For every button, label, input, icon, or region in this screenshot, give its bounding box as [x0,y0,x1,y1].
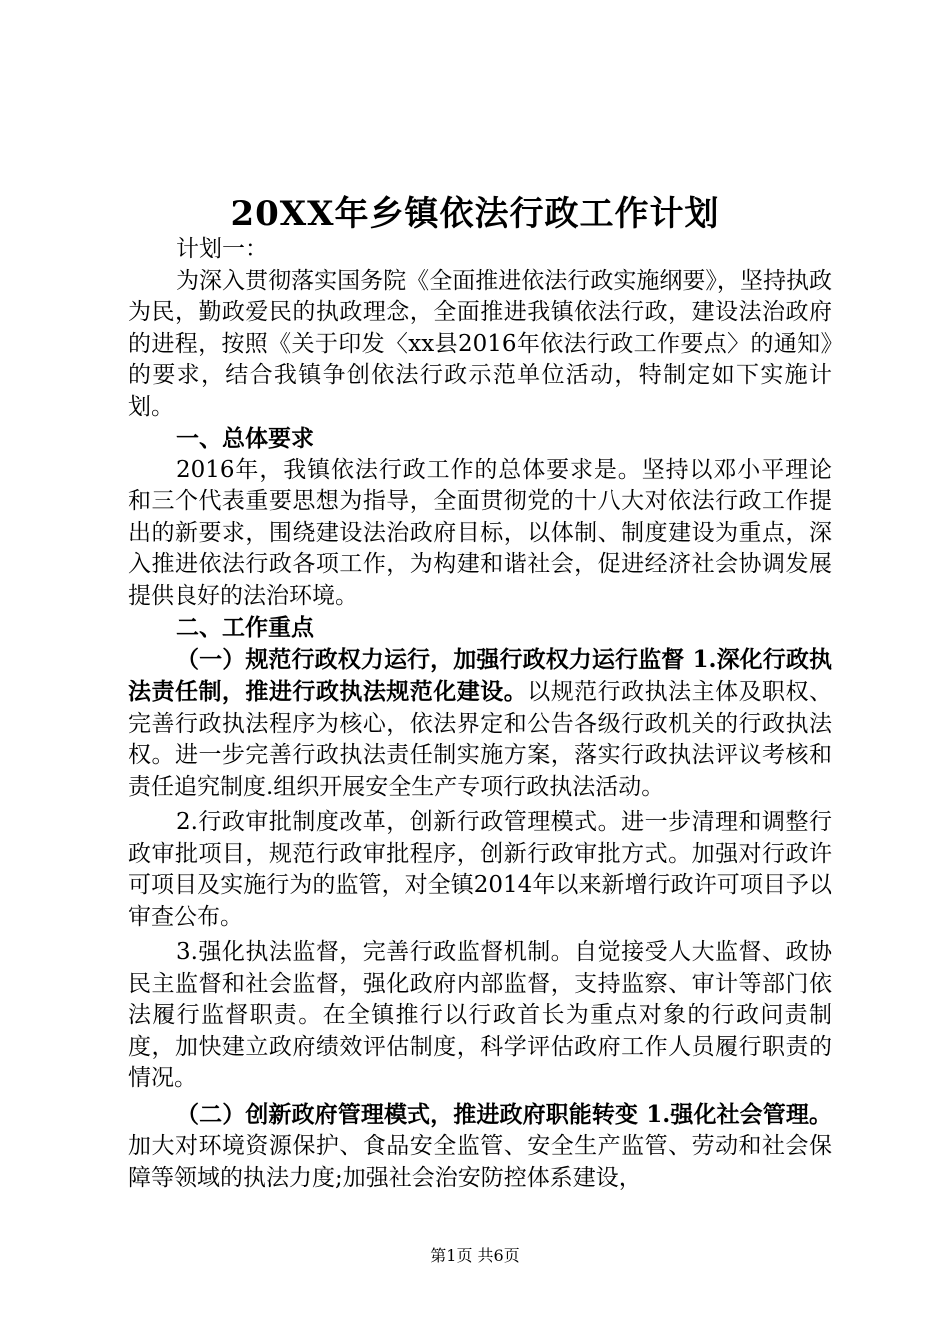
document-body [128,234,832,1194]
paragraph-plan-label: 计划一： [176,236,268,262]
paragraph-focus-4 [128,1099,832,1195]
paragraph-focus-4-text: 加大对环境资源保护、食品安全监管、安全生产监管、劳动和社会保障等领域的执法力度;加强社会治安防控体系建设， [128,1133,832,1191]
section-heading-general: 一、总体要求 [176,425,314,452]
section-heading-focus: 二、工作重点 [176,614,314,641]
paragraph-focus-1 [128,644,832,804]
document-title: 20XX年乡镇依法行政工作计划 [230,194,720,234]
paragraph-focus-3: 3.强化执法监督，完善行政监督机制。自觉接受人大监督、政协民主监督和社会监督，强化政府内部监督，支持监察、审计等部门依法履行监督职责。在全镇推行以行政首长为重点对象的行政问责制度，加快建立政府绩效评估制度，科学评估政府工作人员履行职责的情况。 [128,939,832,1091]
paragraph-focus-2: 2.行政审批制度改革，创新行政管理模式。进一步清理和调整行政审批项目，规范行政审批程序，创新行政审批方式。加强对行政许可项目及实施行为的监管，对全镇2014年以来新增行政许可项目予以审查公布。 [128,809,832,930]
paragraph-focus-4-bold: （二）创新政府管理模式，推进政府职能转变 1.强化社会管理。 [176,1100,832,1128]
paragraph-focus-1-bold: （一）规范行政权力运行，加强行政权力运行监督 1.深化行政执法责任制，推进行政执法规范化建设。 [128,645,832,705]
paragraph-intro: 为深入贯彻落实国务院《全面推进依法行政实施纲要》，坚持执政为民，勤政爱民的执政理念，全面推进我镇依法行政，建设法治政府的进程，按照《关于印发〈xx县2016年依法行政工作要点〉的通知》的要求，结合我镇争创依法行政示范单位活动，特制定如下实施计划。 [128,267,832,420]
paragraph-focus-1-text: 以规范行政执法主体及职权、完善行政执法程序为核心，依法界定和公告各级行政机关的行政执法权。进一步完善行政执法责任制实施方案，落实行政执法评议考核和责任追究制度.组织开展安全生产专项行政执法活动。 [128,679,833,800]
paragraph-general-requirements: 2016年，我镇依法行政工作的总体要求是。坚持以邓小平理论和三个代表重要思想为指导，全面贯彻党的十八大对依法行政工作提出的新要求，围绕建设法治政府目标，以体制、制度建设为重点，深入推进依法行政各项工作，为构建和谐社会，促进经济社会协调发展提供良好的法治环境。 [128,456,832,609]
page-footer: 第1页 共6页 [430,1246,520,1265]
